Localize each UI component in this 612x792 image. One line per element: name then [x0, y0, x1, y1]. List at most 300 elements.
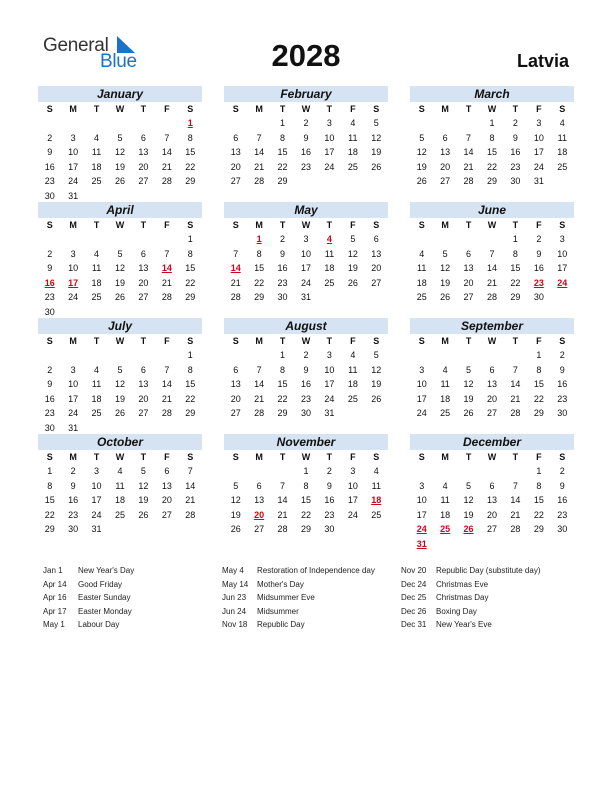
day-cell: 12 [347, 248, 358, 259]
weekday-label: S [418, 220, 425, 230]
empty-cell [155, 232, 178, 247]
day-cell: 30 [557, 524, 568, 534]
weekday-label: T [279, 104, 286, 114]
day-cell: 5 [117, 364, 123, 375]
weekday-label: T [512, 452, 519, 462]
weekday-label: S [373, 220, 380, 230]
weekday-label: M [441, 104, 449, 114]
weekday-label: T [279, 336, 286, 346]
day-cell: 31 [300, 292, 311, 302]
day-cell: 21 [230, 277, 241, 288]
holiday-date: Dec 31 [401, 620, 427, 630]
holiday-day-cell: 24 [557, 277, 568, 288]
day-cell: 20 [371, 263, 382, 273]
weekday-header [224, 102, 388, 116]
day-cell: 5 [466, 364, 472, 375]
day-cell: 18 [91, 277, 102, 288]
day-cell: 15 [486, 147, 497, 157]
day-cell: 13 [486, 379, 497, 389]
day-cell: 16 [44, 393, 55, 404]
day-cell: 7 [164, 364, 170, 375]
weekday-label: F [536, 336, 542, 346]
holiday-name: New Year's Day [78, 566, 135, 575]
day-cell: 8 [489, 132, 495, 143]
day-cell: 28 [230, 292, 241, 302]
day-cell: 26 [440, 292, 451, 302]
holiday-date: May 1 [43, 620, 65, 630]
weekday-header [38, 102, 202, 116]
day-cell: 19 [347, 263, 358, 273]
day-cell: 4 [94, 364, 100, 375]
weekday-label: S [559, 336, 566, 346]
month-title: May [224, 202, 388, 218]
day-cell: 12 [114, 147, 125, 157]
weekday-header [224, 334, 388, 348]
day-cell: 24 [324, 393, 335, 404]
day-cell: 2 [559, 350, 565, 360]
holiday-name: Good Friday [78, 579, 123, 589]
weekday-label: M [69, 336, 77, 346]
day-cell: 10 [416, 379, 427, 389]
day-cell: 1 [280, 118, 286, 128]
day-cell: 19 [114, 393, 125, 404]
day-cell: 27 [254, 524, 265, 534]
day-cell: 27 [486, 524, 497, 534]
holiday-column [401, 564, 541, 632]
holiday-name: Mother's Day [257, 579, 304, 589]
month-title: June [410, 202, 574, 218]
day-cell: 25 [416, 292, 427, 302]
day-cell: 27 [138, 408, 149, 418]
day-cell: 4 [117, 466, 123, 476]
weekday-label: W [115, 336, 125, 346]
day-cell: 14 [254, 379, 265, 389]
month-title: December [410, 434, 574, 450]
weekday-label: T [326, 336, 333, 346]
day-cell: 30 [277, 292, 288, 302]
weekday-label: M [69, 104, 77, 114]
day-cell: 13 [440, 147, 451, 157]
holiday-column [43, 564, 134, 632]
holiday-day-cell: 17 [68, 277, 79, 288]
month-title: September [410, 318, 574, 334]
day-cell: 20 [486, 509, 497, 520]
weekday-header [410, 218, 574, 232]
day-cell: 13 [138, 147, 149, 157]
day-grid [224, 116, 388, 189]
day-cell: 12 [114, 263, 125, 273]
day-cell: 23 [557, 393, 568, 404]
day-cell: 30 [510, 176, 521, 186]
weekday-label: S [187, 336, 194, 346]
holiday-row [401, 618, 541, 632]
day-cell: 24 [68, 408, 79, 418]
day-cell: 10 [533, 132, 544, 143]
month-april [38, 202, 202, 319]
weekday-label: F [164, 452, 170, 462]
weekday-label: S [232, 220, 239, 230]
weekday-label: T [512, 220, 519, 230]
weekday-label: S [373, 336, 380, 346]
day-cell: 30 [324, 524, 335, 534]
day-cell: 9 [326, 480, 332, 491]
day-cell: 11 [371, 480, 381, 491]
day-cell: 7 [164, 132, 170, 143]
day-cell: 22 [277, 393, 288, 404]
day-cell: 30 [533, 292, 544, 302]
day-cell: 8 [187, 364, 193, 375]
day-cell: 14 [161, 379, 172, 389]
day-cell: 25 [557, 161, 568, 172]
weekday-label: M [441, 336, 449, 346]
weekday-label: F [536, 452, 542, 462]
holiday-day-cell: 1 [187, 118, 193, 128]
day-cell: 22 [44, 509, 55, 520]
day-cell: 29 [277, 176, 288, 186]
day-cell: 18 [91, 161, 102, 172]
weekday-label: S [418, 104, 425, 114]
month-august [224, 318, 388, 421]
day-cell: 19 [416, 161, 427, 172]
empty-cell [108, 232, 131, 247]
day-cell: 23 [324, 509, 335, 520]
empty-cell [271, 464, 294, 479]
day-cell: 2 [303, 350, 309, 360]
day-cell: 8 [47, 480, 53, 491]
empty-cell [410, 116, 433, 131]
holiday-name: Christmas Eve [436, 579, 489, 589]
month-january [38, 86, 202, 203]
day-cell: 23 [300, 161, 311, 172]
day-cell: 30 [44, 306, 55, 317]
empty-cell [410, 232, 433, 247]
day-cell: 9 [47, 379, 53, 389]
weekday-header [38, 450, 202, 464]
day-cell: 6 [140, 248, 146, 259]
day-cell: 4 [350, 118, 356, 128]
day-cell: 29 [185, 176, 196, 186]
month-title: August [224, 318, 388, 334]
day-cell: 11 [91, 147, 102, 157]
day-cell: 24 [300, 277, 311, 288]
holiday-day-cell: 18 [371, 495, 382, 505]
day-cell: 17 [68, 393, 79, 404]
weekday-label: S [232, 104, 239, 114]
day-cell: 26 [416, 176, 427, 186]
day-cell: 6 [489, 480, 495, 491]
day-cell: 10 [416, 495, 427, 505]
holiday-row [222, 564, 375, 578]
day-cell: 26 [230, 524, 241, 534]
day-cell: 22 [185, 161, 196, 172]
weekday-label: F [164, 220, 170, 230]
day-cell: 1 [489, 118, 495, 128]
day-cell: 25 [91, 176, 102, 186]
holiday-name: Easter Sunday [78, 593, 131, 603]
day-cell: 8 [187, 132, 193, 143]
day-cell: 3 [419, 364, 425, 375]
day-cell: 4 [442, 480, 448, 491]
empty-cell [61, 348, 84, 363]
day-cell: 3 [70, 132, 76, 143]
month-february [224, 86, 388, 189]
day-cell: 18 [91, 393, 102, 404]
day-cell: 25 [347, 161, 358, 172]
day-cell: 7 [512, 364, 518, 375]
holiday-date: Apr 14 [43, 579, 67, 589]
holiday-day-cell: 24 [416, 524, 427, 534]
weekday-label: F [536, 220, 542, 230]
holiday-date: May 14 [222, 579, 249, 589]
day-cell: 19 [114, 161, 125, 172]
month-title: January [38, 86, 202, 102]
day-cell: 8 [187, 248, 193, 259]
weekday-label: M [255, 452, 263, 462]
day-cell: 1 [303, 466, 309, 476]
day-cell: 29 [510, 292, 521, 302]
day-cell: 18 [324, 263, 335, 273]
day-cell: 13 [161, 480, 172, 491]
day-cell: 15 [533, 379, 544, 389]
day-cell: 11 [440, 379, 450, 389]
day-cell: 25 [440, 408, 451, 418]
day-cell: 21 [277, 509, 288, 520]
weekday-label: S [418, 336, 425, 346]
day-cell: 6 [256, 480, 262, 491]
day-cell: 15 [44, 495, 55, 505]
weekday-label: W [301, 104, 311, 114]
day-cell: 7 [466, 132, 472, 143]
weekday-label: T [512, 336, 519, 346]
day-cell: 26 [347, 277, 358, 288]
empty-cell [504, 464, 527, 479]
holiday-date: Dec 26 [401, 606, 427, 616]
month-title: April [38, 202, 202, 218]
day-cell: 17 [324, 147, 335, 157]
day-cell: 13 [138, 379, 149, 389]
day-cell: 28 [161, 408, 172, 418]
holiday-row [43, 605, 134, 619]
empty-cell [224, 232, 247, 247]
empty-cell [410, 348, 433, 363]
day-cell: 8 [536, 480, 542, 491]
empty-cell [410, 464, 433, 479]
month-title: February [224, 86, 388, 102]
day-cell: 22 [510, 277, 521, 288]
holiday-day-cell: 20 [254, 509, 265, 520]
day-grid [38, 116, 202, 203]
day-cell: 19 [463, 393, 474, 404]
weekday-label: S [373, 104, 380, 114]
weekday-header [410, 102, 574, 116]
weekday-label: M [441, 452, 449, 462]
holiday-name: New Year's Eve [436, 620, 492, 630]
day-cell: 3 [303, 234, 309, 244]
day-cell: 16 [300, 147, 311, 157]
day-cell: 29 [300, 524, 311, 534]
day-cell: 10 [68, 263, 79, 273]
day-cell: 8 [280, 132, 286, 143]
day-cell: 13 [138, 263, 149, 273]
weekday-label: W [301, 220, 311, 230]
day-cell: 29 [277, 408, 288, 418]
weekday-label: S [232, 452, 239, 462]
day-cell: 28 [510, 524, 521, 534]
day-grid [410, 232, 574, 305]
month-title: November [224, 434, 388, 450]
day-cell: 3 [536, 118, 542, 128]
day-cell: 9 [70, 480, 76, 491]
day-cell: 21 [161, 393, 172, 404]
day-cell: 30 [44, 190, 55, 201]
empty-cell [433, 116, 456, 131]
day-cell: 10 [300, 248, 311, 259]
day-cell: 15 [277, 379, 288, 389]
weekday-label: F [350, 452, 356, 462]
empty-cell [504, 348, 527, 363]
weekday-label: T [465, 220, 472, 230]
day-cell: 2 [70, 466, 76, 476]
holiday-name: Christmas Day [436, 593, 489, 603]
day-cell: 20 [161, 495, 172, 505]
day-cell: 3 [350, 466, 356, 476]
day-cell: 6 [442, 132, 448, 143]
day-cell: 16 [557, 495, 568, 505]
holiday-date: Nov 20 [401, 566, 427, 575]
day-grid [38, 348, 202, 435]
day-cell: 14 [463, 147, 474, 157]
day-cell: 16 [557, 379, 568, 389]
day-grid [38, 464, 202, 537]
day-cell: 24 [416, 408, 427, 418]
day-cell: 23 [300, 393, 311, 404]
day-cell: 17 [347, 495, 358, 505]
weekday-label: T [140, 336, 147, 346]
day-cell: 10 [347, 480, 358, 491]
day-cell: 8 [512, 248, 518, 259]
day-cell: 17 [416, 393, 427, 404]
holiday-name: Midsummer [257, 606, 299, 616]
holiday-name: Republic Day (substitute day) [436, 566, 541, 575]
day-cell: 22 [300, 509, 311, 520]
empty-cell [224, 116, 247, 131]
day-cell: 11 [324, 248, 335, 259]
day-cell: 5 [140, 466, 146, 476]
day-cell: 23 [557, 509, 568, 520]
day-grid [224, 232, 388, 305]
holiday-row [401, 564, 541, 578]
month-title: October [38, 434, 202, 450]
holiday-day-cell: 16 [44, 277, 55, 288]
empty-cell [61, 232, 84, 247]
day-cell: 31 [324, 408, 335, 418]
day-cell: 7 [280, 480, 286, 491]
empty-cell [38, 116, 61, 131]
day-cell: 9 [280, 248, 286, 259]
day-cell: 21 [161, 161, 172, 172]
weekday-label: M [255, 104, 263, 114]
empty-cell [108, 116, 131, 131]
day-cell: 10 [324, 132, 335, 143]
day-cell: 23 [510, 161, 521, 172]
empty-cell [155, 116, 178, 131]
day-cell: 27 [440, 176, 451, 186]
day-cell: 28 [254, 408, 265, 418]
day-cell: 18 [440, 393, 451, 404]
day-cell: 28 [463, 176, 474, 186]
weekday-label: M [255, 220, 263, 230]
day-cell: 20 [230, 161, 241, 172]
day-cell: 2 [536, 234, 542, 244]
day-cell: 27 [138, 292, 149, 302]
country-name: Latvia [516, 51, 569, 71]
day-cell: 6 [233, 132, 239, 143]
day-cell: 27 [371, 277, 382, 288]
day-cell: 6 [466, 248, 472, 259]
day-cell: 28 [185, 509, 196, 520]
weekday-label: W [301, 452, 311, 462]
day-cell: 28 [277, 524, 288, 534]
day-cell: 25 [324, 277, 335, 288]
day-grid [224, 348, 388, 421]
day-cell: 6 [140, 364, 146, 375]
month-july [38, 318, 202, 435]
holiday-column [222, 564, 375, 632]
weekday-label: T [140, 220, 147, 230]
empty-cell [132, 116, 155, 131]
day-cell: 17 [324, 379, 335, 389]
day-cell: 20 [138, 393, 149, 404]
day-cell: 18 [557, 147, 568, 157]
day-cell: 26 [463, 408, 474, 418]
day-grid [410, 348, 574, 421]
day-cell: 26 [138, 509, 149, 520]
weekday-label: S [559, 220, 566, 230]
day-cell: 5 [350, 234, 356, 244]
empty-cell [433, 348, 456, 363]
holiday-row [222, 578, 375, 592]
day-cell: 6 [373, 234, 379, 244]
day-cell: 5 [373, 350, 379, 360]
month-title: July [38, 318, 202, 334]
holiday-date: Jun 23 [222, 593, 247, 603]
empty-cell [247, 348, 270, 363]
month-september [410, 318, 574, 421]
weekday-label: T [326, 104, 333, 114]
weekday-label: W [487, 336, 497, 346]
day-cell: 11 [91, 263, 102, 273]
day-cell: 3 [419, 480, 425, 491]
day-cell: 27 [230, 408, 241, 418]
day-cell: 28 [161, 292, 172, 302]
weekday-label: T [465, 104, 472, 114]
day-cell: 12 [440, 263, 451, 273]
day-cell: 19 [440, 277, 451, 288]
weekday-label: S [232, 336, 239, 346]
day-cell: 5 [117, 132, 123, 143]
day-cell: 12 [463, 495, 474, 505]
holiday-row [222, 591, 375, 605]
day-cell: 21 [254, 393, 265, 404]
weekday-label: W [301, 336, 311, 346]
day-cell: 4 [350, 350, 356, 360]
day-cell: 19 [371, 379, 382, 389]
day-cell: 11 [91, 379, 102, 389]
day-grid [410, 116, 574, 189]
day-cell: 21 [510, 509, 521, 520]
day-cell: 29 [533, 524, 544, 534]
month-may [224, 202, 388, 305]
